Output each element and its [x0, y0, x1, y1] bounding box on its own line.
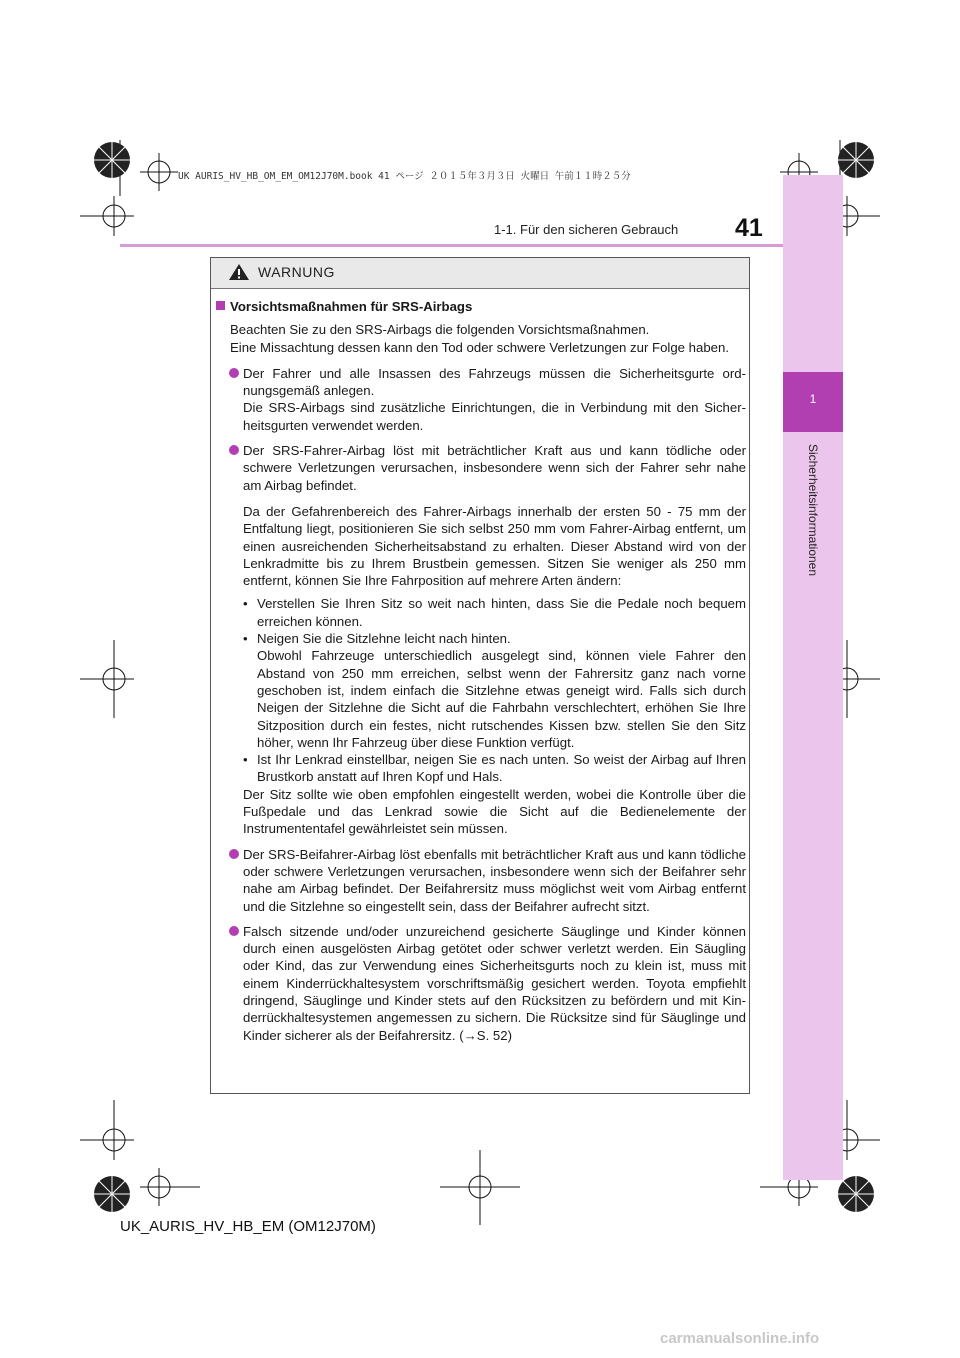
list-item: Der SRS-Fahrer-Airbag löst mit beträchtlicher Kraft aus und kann tödliche oder schwere Verletzungen verursachen, insbesondere wenn sich der Fahrer sehr nahe am Airbag befindet.: [243, 442, 746, 494]
list-item-text: Die SRS-Airbags sind zusätzliche Einrichtungen, die in Verbindung mit den Sicherheitsgurten verwendet werden.: [243, 400, 746, 433]
warning-content: [216, 298, 746, 1044]
dash-item: • Neigen Sie die Sitzlehne leicht nach hinten.: [243, 631, 511, 647]
list-item: Falsch sitzende und/oder unzureichend gesicherte Säuglinge und Kinder können durch einen ausgelösten Airbag getötet oder schwer verletzt werden. Ein Säugling oder Kind, das zur Verwendung eines Sicherheitsgurts noch zu klein ist, muss mit einem Kinderrückhaltesystem vorschriftsmäßig gesichert werden. Toyota empfiehlt dringend, Säuglinge und Kinder stets auf den Rücksitzen zu befördern und mit Kinderrückhaltesystemen angemessen zu sichern. Die Rücksitze sind für Säuglinge und Kinder sicherer als der Beifahrersitz. (→S. 52): [243, 923, 746, 1044]
warning-heading: Vorsichtsmaßnahmen für SRS-Airbags: [230, 298, 746, 315]
warning-triangle-icon: [228, 263, 250, 281]
side-tab-chapter-number: 1: [809, 392, 817, 406]
round-bullet-icon: [229, 849, 239, 859]
list-item: Der SRS-Beifahrer-Airbag löst ebenfalls mit beträchtlicher Kraft aus und kann tödliche oder schwere Verletzungen verursachen, insbesondere wenn sich der Beifahrer sehr nahe am Airbag befindet. Der Beifahrersitz muss möglichst weit vom Airbag entfernt und die Sitzlehne so eingestellt sein, dass der Beifahrer aufrecht sitzt.: [243, 846, 746, 915]
footer-code: UK_AURIS_HV_HB_EM (OM12J70M): [120, 1218, 376, 1235]
list-item: Der Fahrer und alle Insassen des Fahrzeugs müssen die Sicherheitsgurte ordnungsgemäß anlegen.: [243, 365, 746, 400]
dash-item: • Ist Ihr Lenkrad einstellbar, neigen Sie es nach unten. So weist der Airbag auf Ihren Brustkorb anstatt auf Ihren Kopf und Hals.: [243, 752, 746, 785]
watermark: carmanualsonline.info: [660, 1330, 820, 1347]
side-tab-strip: [783, 175, 843, 1180]
page-number: 41: [735, 214, 763, 242]
list-item-text: Da der Gefahrenbereich des Fahrer-Airbags innerhalb der ersten 50 - 75 mm der Entfaltung liegt, positionieren Sie sich selbst 250 mm vom Fahrer-Airbag entfernt, um einen ausreichenden Sicherheitsabstand zu erhalten. Dieser Abstand wird von der Lenkradmitte bis zu Ihrem Brustbein gemessen. Sitzen Sie weniger als 250 mm entfernt, können Sie Ihre Fahrposition auf mehrere Arten ändern:: [243, 503, 746, 589]
warning-title: WARNUNG: [258, 264, 335, 280]
round-bullet-icon: [229, 368, 239, 378]
intro-text-2: Eine Missachtung dessen kann den Tod oder schwere Verletzungen zur Folge haben.: [230, 339, 730, 355]
book-stamp: UK AURIS_HV_HB_OM_EM_OM12J70M.book 41 ページ ２０１５年３月３日 火曜日 午前１１時２５分: [178, 171, 631, 182]
round-bullet-icon: [229, 926, 239, 936]
round-bullet-icon: [229, 445, 239, 455]
header-rule: [120, 244, 783, 247]
dash-item-text: Obwohl Fahrzeuge unterschiedlich ausgelegt sind, können viele Fahrer den Abstand von 250 mm erreichen, selbst wenn der Fahrersitz ganz nach vorne geschoben ist, indem einfach die Sitzlehne etwas geneigt wird. Falls sich durch Neigen der Sitzlehne die Sicht auf die Fahrbahn verschlechtert, erhöhen Sie Ihre Sitzposition durch ein festes, nicht rutschendes Kissen bzw. stellen Sie den Sitz höher, wenn Ihr Fahrzeug über diese Funktion verfügt.: [257, 648, 746, 750]
square-bullet-icon: [216, 301, 225, 310]
dash-item: • Verstellen Sie Ihren Sitz so weit nach hinten, dass Sie die Pedale noch bequem erreichen können.: [243, 596, 746, 629]
section-title: 1-1. Für den sicheren Gebrauch: [494, 222, 679, 237]
list-item-text: Der Sitz sollte wie oben empfohlen eingestellt werden, wobei die Kontrolle über die Fußpedale und das Lenkrad sowie die Sicht auf die Bedienelemente der Instrumententafel gewährleistet sein müssen.: [243, 786, 746, 837]
intro-text: Beachten Sie zu den SRS-Airbags die folgenden Vorsichtsmaßnahmen.: [230, 322, 650, 338]
